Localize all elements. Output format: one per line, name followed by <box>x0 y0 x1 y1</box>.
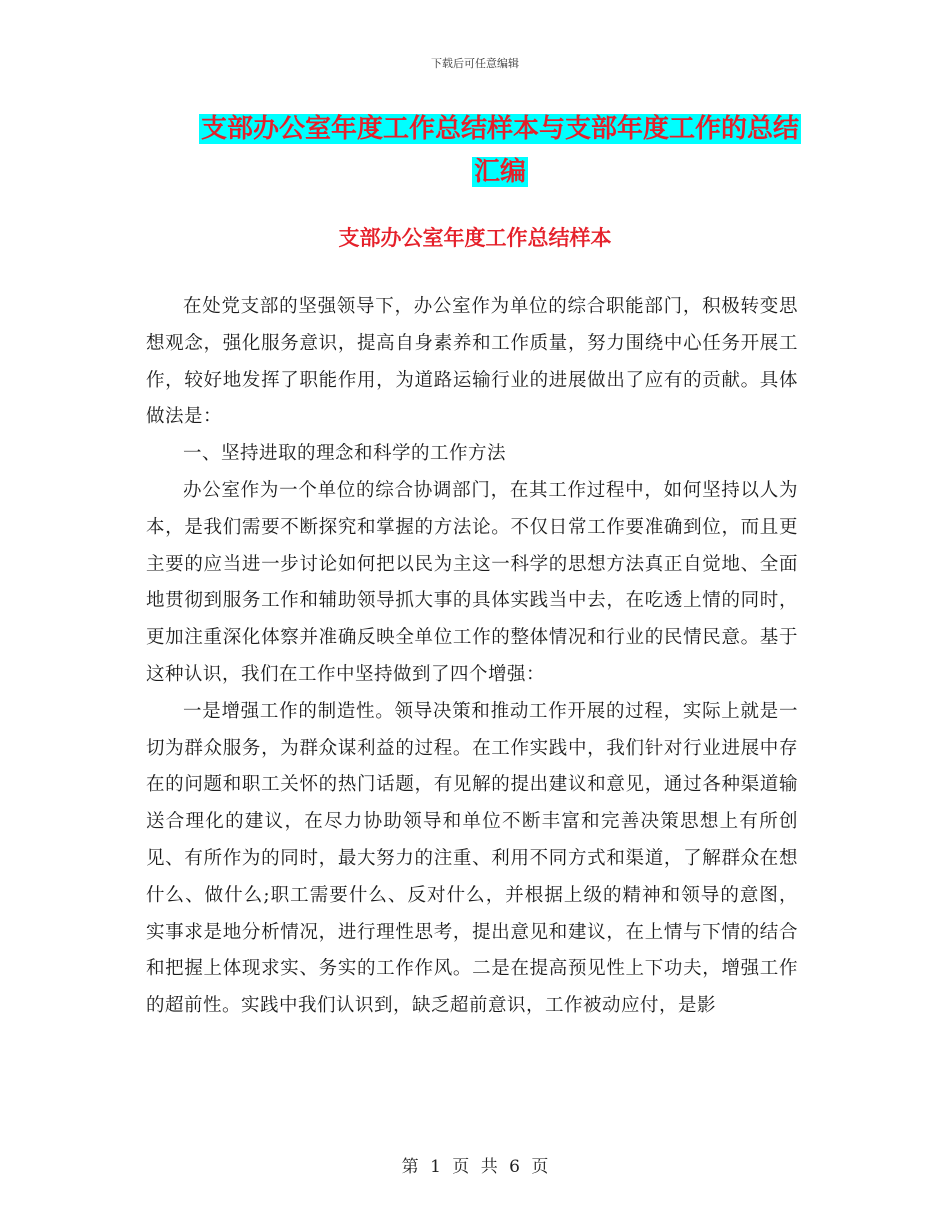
page-footer: 第 1 页 共 6 页 <box>401 1157 549 1177</box>
section-title: 支部办公室年度工作总结样本 <box>338 226 612 250</box>
paragraph: 一是增强工作的制造性。领导决策和推动工作开展的过程，实际上就是一切为群众服务，为群众谋利益的过程。在工作实践中，我们针对行业进展中存在的问题和职工关怀的热门话题，有见解的提出建议和意见，通过各种渠道输送合理化的建议，在尽力协助领导和单位不断丰富和完善决策思想上有所创见、有所作为的同时，最大努力的注重、利用不同方式和渠道，了解群众在想什么、做什么;职工需要什么、反对什么，并根据上级的精神和领导的意图，实事求是地分析情况，进行理性思考，提出意见和建议，在上情与下情的结合和把握上体现求实、务实的工作作风。二是在提高预见性上下功夫，增强工作的超前性。实践中我们认识到，缺乏超前意识，工作被动应付，是影 <box>146 700 798 1017</box>
paragraph: 在处党支部的坚强领导下，办公室作为单位的综合职能部门，积极转变思想观念，强化服务意识，提高自身素养和工作质量，努力围绕中心任务开展工作，较好地发挥了职能作用，为道路运输行业的进展做出了应有的贡献。具体做法是： <box>146 296 798 428</box>
document-title-line1: 支部办公室年度工作总结样本与支部年度工作的总结 <box>200 114 799 144</box>
document-body <box>146 289 798 1025</box>
document-title <box>190 108 810 194</box>
paragraph: 办公室作为一个单位的综合协调部门，在其工作过程中，如何坚持以人为本，是我们需要不断探究和掌握的方法论。不仅日常工作要准确到位，而且更主要的应当进一步讨论如何把以民为主这一科学的思想方法真正自觉地、全面地贯彻到服务工作和辅助领导抓大事的具体实践当中去，在吃透上情的同时，更加注重深化体察并准确反映全单位工作的整体情况和行业的民情民意。基于这种认识，我们在工作中坚持做到了四个增强： <box>146 479 798 685</box>
header-note: 下载后可任意编辑 <box>431 57 519 70</box>
document-title-line2: 汇编 <box>473 157 526 187</box>
paragraph-heading: 一、坚持进取的理念和科学的工作方法 <box>183 443 507 465</box>
